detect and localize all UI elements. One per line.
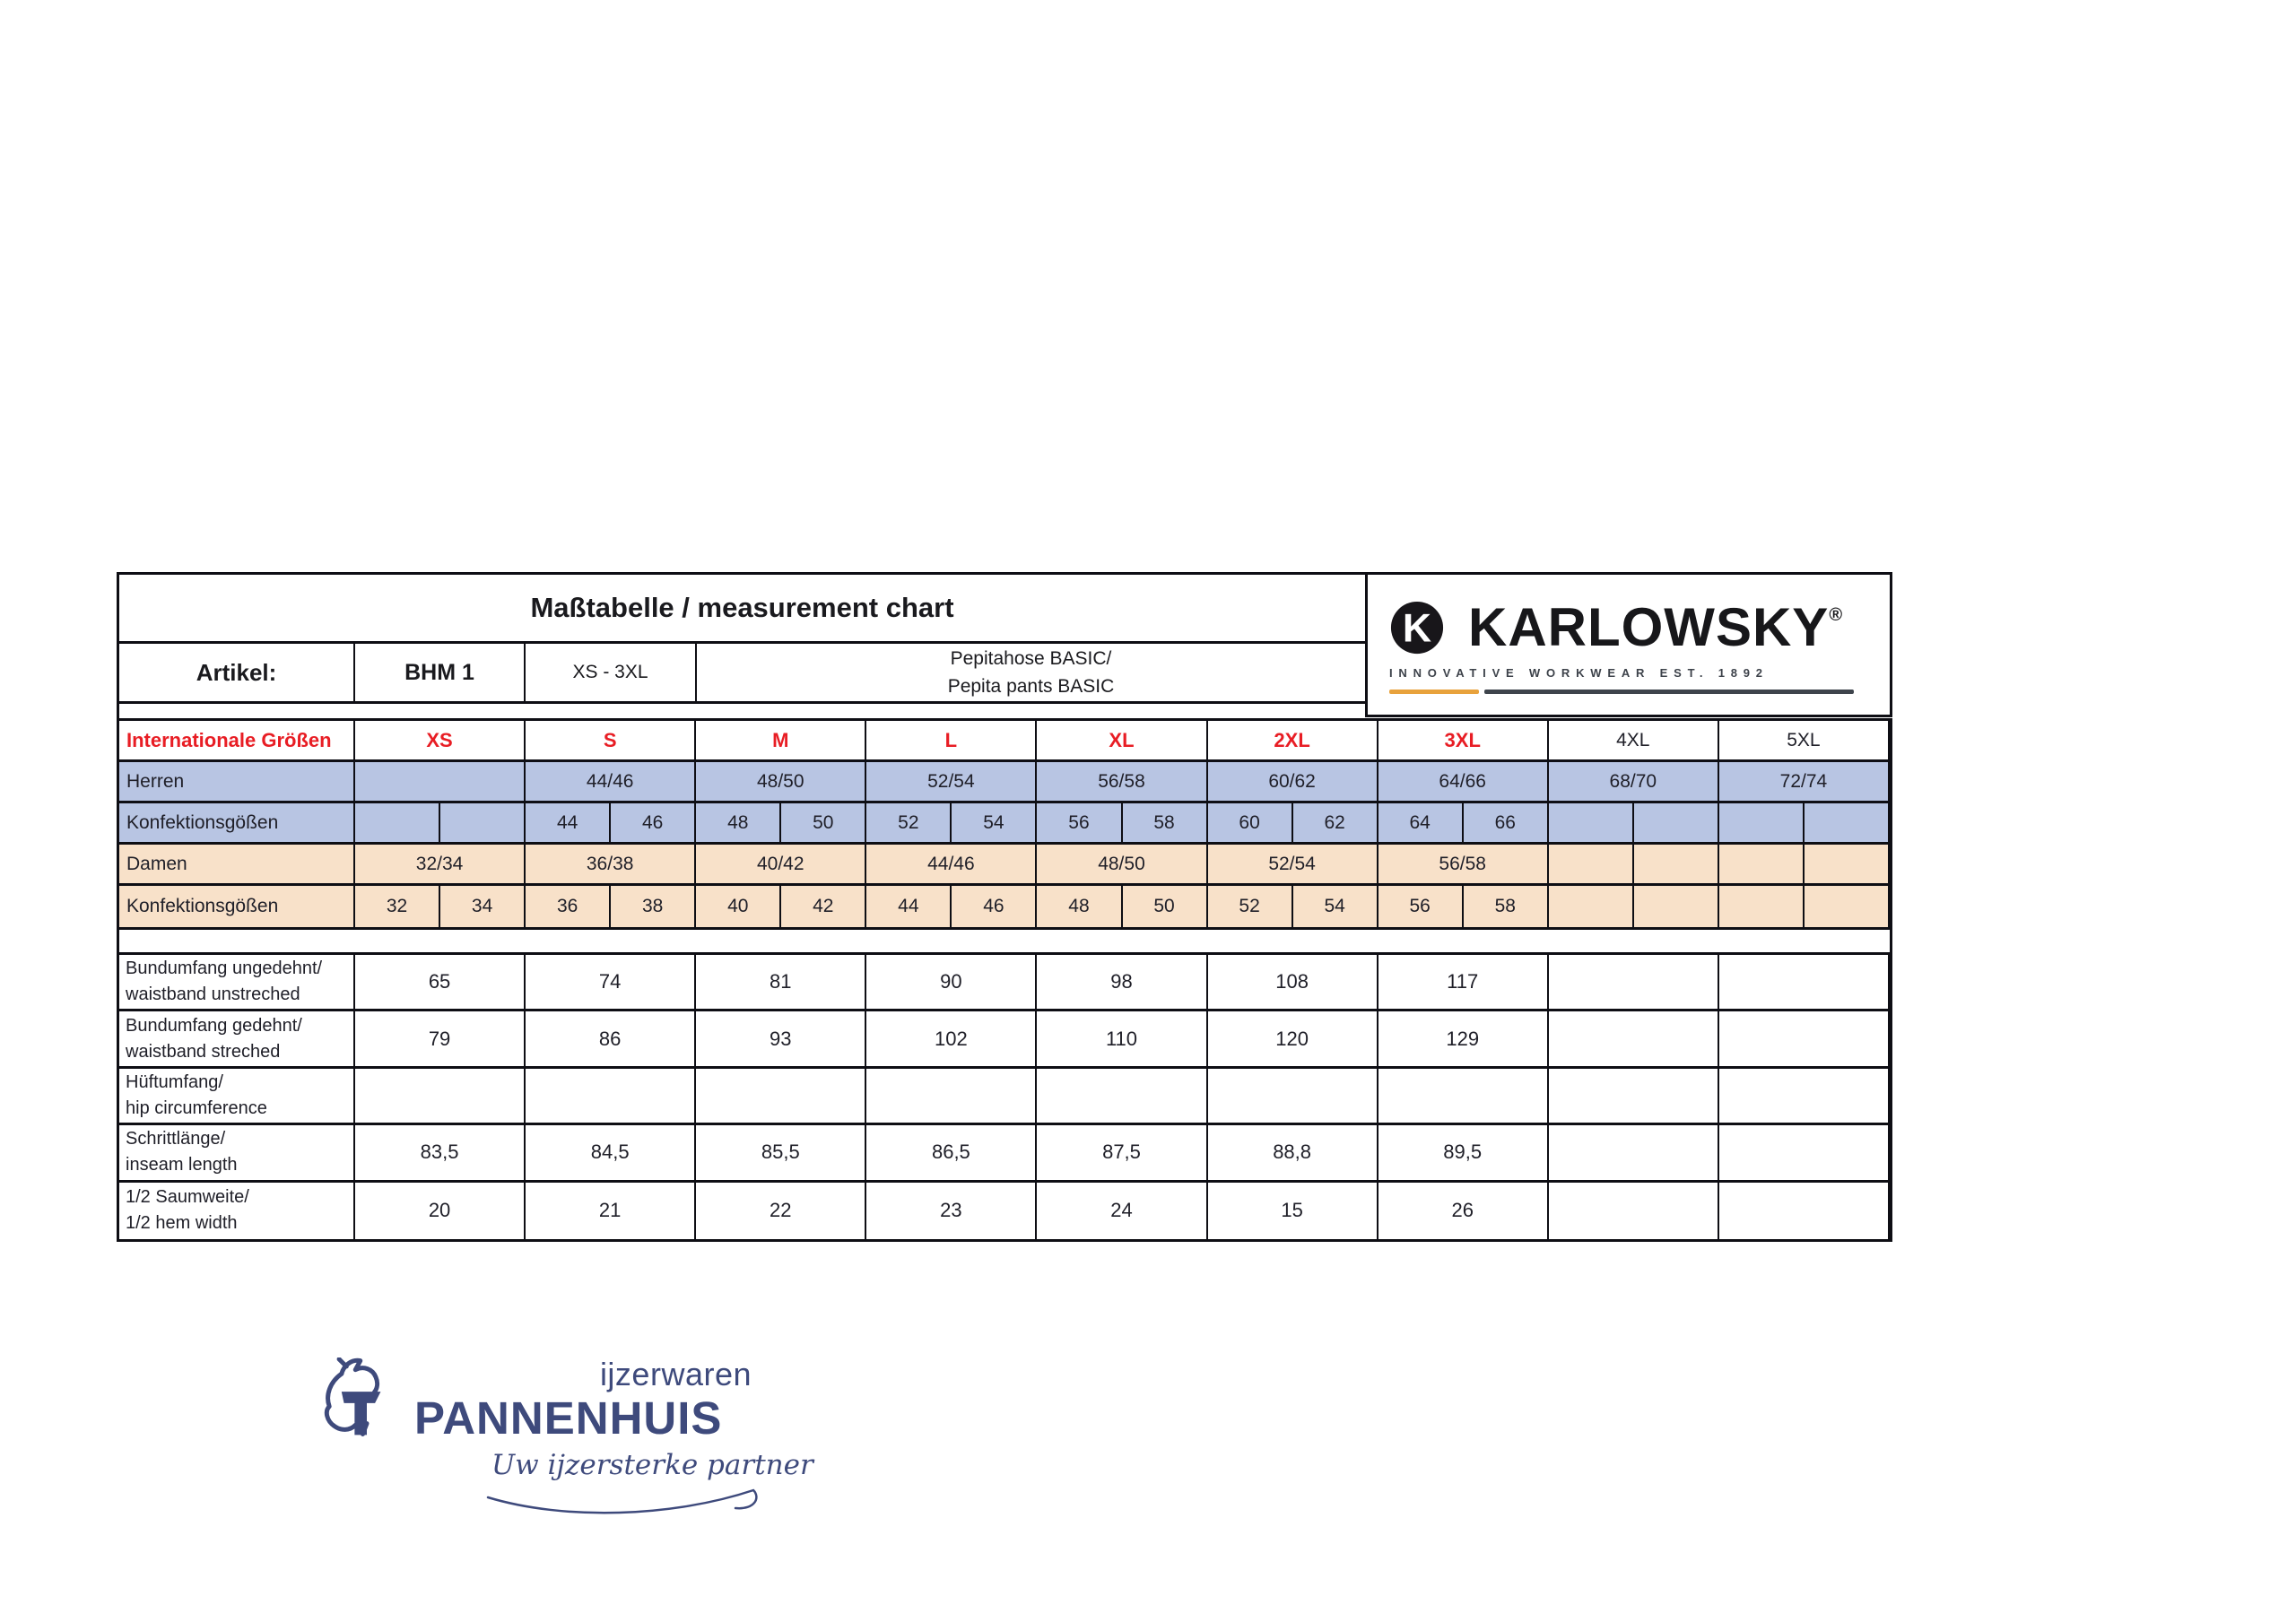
table-cell: 40/42 bbox=[696, 845, 866, 886]
table-cell bbox=[1719, 1011, 1890, 1068]
karlowsky-wordmark bbox=[1468, 597, 1844, 657]
table-cell: 3XL bbox=[1378, 721, 1549, 762]
table-cell bbox=[1805, 803, 1890, 845]
artikel-label: Artikel: bbox=[119, 644, 355, 701]
table-cell: 62 bbox=[1293, 803, 1378, 845]
karlowsky-monogram-icon bbox=[1389, 600, 1445, 655]
row-label-line: Schrittlänge/ bbox=[126, 1129, 226, 1149]
table-cell: L bbox=[866, 721, 1037, 762]
row-label bbox=[119, 1011, 355, 1068]
table-cell: 26 bbox=[1378, 1183, 1549, 1239]
table-cell: 56/58 bbox=[1378, 845, 1549, 886]
row-label-line: 1/2 Saumweite/ bbox=[126, 1187, 249, 1208]
product-name-de: Pepitahose BASIC/ bbox=[950, 647, 1112, 669]
table-cell bbox=[1719, 886, 1805, 927]
row-label-line: Bundumfang ungedehnt/ bbox=[126, 958, 323, 979]
table-cell bbox=[1208, 1069, 1378, 1125]
table-cell bbox=[1719, 955, 1890, 1011]
registered-trademark: ® bbox=[1829, 605, 1844, 625]
table-cell bbox=[440, 803, 526, 845]
table-cell: 44 bbox=[866, 886, 952, 927]
table-cell: 98 bbox=[1037, 955, 1207, 1011]
row-label-line: 1/2 hem width bbox=[126, 1213, 238, 1234]
table-cell: 32/34 bbox=[355, 845, 526, 886]
table-cell: 50 bbox=[781, 803, 866, 845]
table-cell: 93 bbox=[696, 1011, 866, 1068]
pannenhuis-toptext: ijzerwaren bbox=[599, 1356, 752, 1392]
table-cell: 89,5 bbox=[1378, 1125, 1549, 1182]
table-cell bbox=[355, 762, 526, 803]
table-cell: XS bbox=[355, 721, 526, 762]
table-cell: 64/66 bbox=[1378, 762, 1549, 803]
table-cell bbox=[1549, 1011, 1719, 1068]
table-cell bbox=[1719, 803, 1805, 845]
table-cell: S bbox=[526, 721, 696, 762]
karlowsky-underline bbox=[1389, 690, 1854, 694]
measurement-table bbox=[117, 952, 1892, 1242]
table-cell bbox=[1719, 1183, 1890, 1239]
table-cell: 60 bbox=[1208, 803, 1293, 845]
table-cell: 23 bbox=[866, 1183, 1037, 1239]
table-cell: 46 bbox=[611, 803, 696, 845]
table-cell: 50 bbox=[1123, 886, 1208, 927]
table-border-stub bbox=[117, 704, 119, 718]
table-cell: 54 bbox=[952, 803, 1037, 845]
table-cell: 79 bbox=[355, 1011, 526, 1068]
table-cell: 56 bbox=[1378, 886, 1464, 927]
table-cell: 52 bbox=[1208, 886, 1293, 927]
table-cell: 108 bbox=[1208, 955, 1378, 1011]
table-cell: 42 bbox=[781, 886, 866, 927]
table-cell: 90 bbox=[866, 955, 1037, 1011]
brand-name: KARLOWSKY bbox=[1468, 597, 1830, 657]
table-cell: 36/38 bbox=[526, 845, 696, 886]
table-cell: 58 bbox=[1464, 886, 1549, 927]
table-cell bbox=[355, 803, 440, 845]
table-cell bbox=[1805, 886, 1890, 927]
table-cell: 22 bbox=[696, 1183, 866, 1239]
row-label: Damen bbox=[119, 845, 355, 886]
table-cell: 54 bbox=[1293, 886, 1378, 927]
table-cell: 86,5 bbox=[866, 1125, 1037, 1182]
table-cell: 68/70 bbox=[1549, 762, 1719, 803]
table-cell bbox=[1549, 955, 1719, 1011]
table-cell: 48/50 bbox=[696, 762, 866, 803]
table-cell: 52/54 bbox=[1208, 845, 1378, 886]
table-cell: 56 bbox=[1037, 803, 1122, 845]
table-cell: 48 bbox=[696, 803, 781, 845]
table-cell: 48 bbox=[1037, 886, 1122, 927]
row-label bbox=[119, 1069, 355, 1125]
table-cell: 36 bbox=[526, 886, 611, 927]
row-label-line: Hüftumfang/ bbox=[126, 1071, 223, 1092]
table-cell bbox=[1719, 845, 1805, 886]
table-cell bbox=[1634, 803, 1719, 845]
table-cell bbox=[1037, 1069, 1207, 1125]
monogram-letter: K bbox=[1402, 606, 1432, 651]
product-name bbox=[697, 644, 1365, 701]
table-cell bbox=[1549, 1183, 1719, 1239]
row-label-line: Bundumfang gedehnt/ bbox=[126, 1015, 302, 1036]
table-cell bbox=[696, 1069, 866, 1125]
product-name-en: Pepita pants BASIC bbox=[947, 676, 1115, 697]
table-cell: 72/74 bbox=[1719, 762, 1890, 803]
measurement-chart-header bbox=[117, 572, 1365, 704]
table-cell bbox=[1549, 1069, 1719, 1125]
table-cell: 85,5 bbox=[696, 1125, 866, 1182]
table-cell: 48/50 bbox=[1037, 845, 1207, 886]
table-cell: 81 bbox=[696, 955, 866, 1011]
row-label: Internationale Größen bbox=[119, 721, 355, 762]
table-cell: 5XL bbox=[1719, 721, 1890, 762]
row-label: Konfektionsgößen bbox=[119, 803, 355, 845]
table-cell bbox=[1719, 1125, 1890, 1182]
artikel-row bbox=[119, 644, 1365, 701]
table-cell: 110 bbox=[1037, 1011, 1207, 1068]
table-cell: 66 bbox=[1464, 803, 1549, 845]
table-cell: 84,5 bbox=[526, 1125, 696, 1182]
table-cell: 117 bbox=[1378, 955, 1549, 1011]
table-cell: 74 bbox=[526, 955, 696, 1011]
table-cell: 120 bbox=[1208, 1011, 1378, 1068]
table-cell bbox=[355, 1069, 526, 1125]
size-table bbox=[117, 718, 1892, 930]
table-cell bbox=[1549, 886, 1634, 927]
table-cell: 60/62 bbox=[1208, 762, 1378, 803]
table-cell bbox=[1805, 845, 1890, 886]
table-border-stub bbox=[117, 930, 119, 952]
table-cell: 46 bbox=[952, 886, 1037, 927]
row-label-line: waistband unstreched bbox=[126, 984, 300, 1005]
slogan-swoosh-icon bbox=[484, 1481, 771, 1526]
table-cell: 86 bbox=[526, 1011, 696, 1068]
row-label-line: inseam length bbox=[126, 1155, 238, 1175]
table-cell: 56/58 bbox=[1037, 762, 1207, 803]
pannenhuis-mark-icon bbox=[316, 1357, 400, 1447]
table-cell: 15 bbox=[1208, 1183, 1378, 1239]
table-cell: 44 bbox=[526, 803, 611, 845]
table-cell: 34 bbox=[440, 886, 526, 927]
table-cell bbox=[866, 1069, 1037, 1125]
table-cell bbox=[1634, 845, 1719, 886]
table-cell: 44/46 bbox=[866, 845, 1037, 886]
table-cell: M bbox=[696, 721, 866, 762]
table-cell: 58 bbox=[1123, 803, 1208, 845]
row-label bbox=[119, 955, 355, 1011]
pannenhuis-name: PANNENHUIS bbox=[414, 1392, 723, 1444]
artikel-number: BHM 1 bbox=[355, 644, 526, 701]
size-range: XS - 3XL bbox=[526, 644, 697, 701]
table-cell: 40 bbox=[696, 886, 781, 927]
table-cell bbox=[1549, 803, 1634, 845]
table-cell: 102 bbox=[866, 1011, 1037, 1068]
pannenhuis-slogan: Uw ijzersterke partner bbox=[491, 1449, 813, 1481]
table-cell: XL bbox=[1037, 721, 1207, 762]
table-cell bbox=[1549, 845, 1634, 886]
row-label: Herren bbox=[119, 762, 355, 803]
karlowsky-logo-box bbox=[1365, 572, 1892, 717]
table-cell: 65 bbox=[355, 955, 526, 1011]
table-cell: 24 bbox=[1037, 1183, 1207, 1239]
table-cell: 129 bbox=[1378, 1011, 1549, 1068]
karlowsky-tagline: INNOVATIVE WORKWEAR EST. 1892 bbox=[1389, 666, 1769, 680]
row-label bbox=[119, 1125, 355, 1182]
row-label bbox=[119, 1183, 355, 1239]
table-cell: 52 bbox=[866, 803, 952, 845]
table-cell bbox=[1549, 1125, 1719, 1182]
table-cell: 2XL bbox=[1208, 721, 1378, 762]
table-cell bbox=[526, 1069, 696, 1125]
underline-orange-segment bbox=[1389, 690, 1479, 694]
table-cell: 52/54 bbox=[866, 762, 1037, 803]
table-cell bbox=[1719, 1069, 1890, 1125]
row-label-line: waistband streched bbox=[126, 1041, 281, 1062]
table-cell: 83,5 bbox=[355, 1125, 526, 1182]
table-cell: 4XL bbox=[1549, 721, 1719, 762]
underline-dark-segment bbox=[1484, 690, 1854, 694]
row-label-line: hip circumference bbox=[126, 1097, 267, 1118]
table-cell: 44/46 bbox=[526, 762, 696, 803]
chart-title: Maßtabelle / measurement chart bbox=[119, 575, 1365, 644]
table-cell bbox=[1378, 1069, 1549, 1125]
pannenhuis-logo bbox=[316, 1356, 813, 1535]
table-cell bbox=[1634, 886, 1719, 927]
row-label: Konfektionsgößen bbox=[119, 886, 355, 927]
table-cell: 87,5 bbox=[1037, 1125, 1207, 1182]
table-cell: 38 bbox=[611, 886, 696, 927]
table-cell: 88,8 bbox=[1208, 1125, 1378, 1182]
table-cell: 21 bbox=[526, 1183, 696, 1239]
table-cell: 32 bbox=[355, 886, 440, 927]
karlowsky-logo bbox=[1389, 597, 1854, 657]
table-border-stub bbox=[1890, 930, 1892, 952]
table-cell: 64 bbox=[1378, 803, 1464, 845]
table-cell: 20 bbox=[355, 1183, 526, 1239]
